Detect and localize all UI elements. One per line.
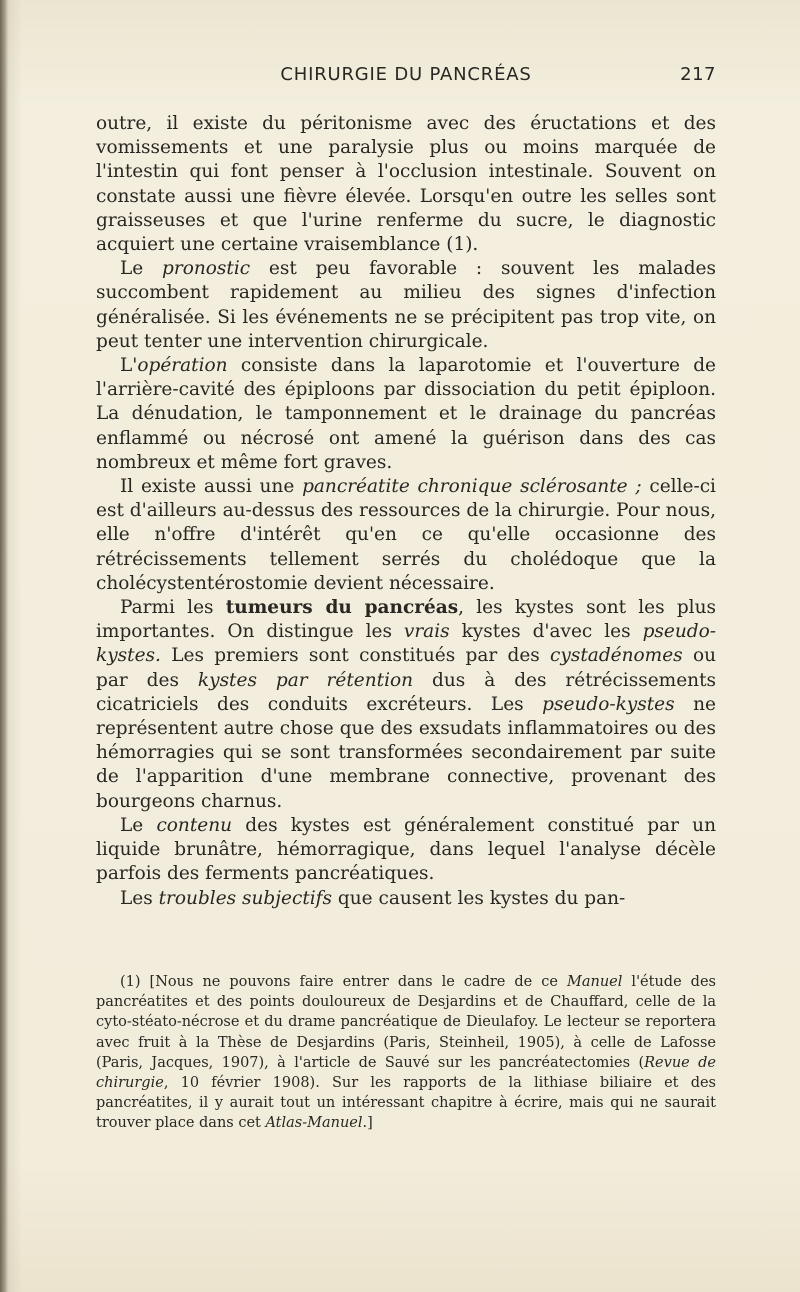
text-run: Le (120, 258, 163, 280)
text-run: L' (120, 355, 138, 377)
running-title: CHIRURGIE DU PANCRÉAS (280, 64, 532, 85)
paragraph (96, 887, 716, 911)
text-run: , 10 février 1908). Sur les rapports de la lithiase biliaire et des pancréatites, il y aurait tout un intéressant chapitre à écrire, mais qui ne saurait trouver place dans cet (96, 1075, 716, 1132)
text-run: ne représentent autre chose que des exsudats inflammatoires ou des hémorragies qui se sont transformées secondairement par suite de l'apparition d'une membrane connective, provenant des bourgeons charnus. (96, 693, 717, 812)
italic-term: Revue de chirurgie (96, 1054, 716, 1092)
footnote-paragraph (96, 972, 716, 1134)
text-run: , les kystes sont les plus importantes. On distingue les (96, 597, 716, 643)
italic-term: contenu (156, 814, 233, 836)
text-run: Parmi les (120, 597, 226, 619)
text-run: Les premiers sont constitués par des (160, 645, 551, 667)
page-number: 217 (680, 64, 716, 85)
text-run: des kystes est généralement constitué par un liquide brunâtre, hémorragique, dans lequel l'analyse décèle parfois des ferments pancréatiques. (96, 814, 716, 885)
paragraph (96, 475, 716, 596)
text-run: .] (362, 1115, 373, 1132)
italic-term: vrais (403, 621, 450, 643)
text-run: consiste dans la laparotomie et l'ouverture de l'arrière-cavité des épiploons par dissociation du petit épiploon. La dénudation, le tamponnement et le drainage du pancréas enflammé ou nécrosé ont amené la guérison dans des cas nombreux et même fort graves. (96, 355, 716, 473)
text-run: Le (120, 814, 157, 836)
italic-term: pronostic (162, 258, 251, 280)
text-run: dus à des rétrécissements cicatriciels des conduits excréteurs. Les (96, 669, 716, 715)
text-run: est peu favorable : souvent les malades succombent rapidement au milieu des signes d'infection généralisée. Si les événements ne se précipitent pas trop vite, on peut tenter une intervention chirurgicale. (96, 258, 716, 352)
italic-term: opération (137, 355, 228, 377)
italic-term: troubles subjectifs (158, 887, 333, 909)
body-text (96, 112, 716, 911)
text-run: (1) [Nous ne pouvons faire entrer dans le cadre de ce (120, 974, 568, 990)
text-run: Les (120, 887, 159, 909)
italic-term: pancréatite chronique sclérosante ; (302, 476, 642, 498)
text-run: celle-ci est d'ailleurs au-dessus des ressources de la chirurgie. Pour nous, elle n'offre d'intérêt qu'en ce qu'elle occasionne des rétrécissements tellement serrés du cholédoque que la cholécystentérostomie devient nécessaire. (96, 476, 716, 594)
text-run: Il existe aussi une (120, 476, 303, 498)
footnote (96, 972, 716, 1134)
text-run: kystes d'avec les (449, 621, 643, 643)
italic-term: cystadénomes (550, 645, 683, 667)
paragraph (96, 596, 716, 814)
italic-term: Manuel (567, 974, 623, 990)
bold-term: tumeurs du pancréas (225, 597, 459, 619)
paragraph (96, 257, 716, 354)
text-run: l'étude des pancréatites et des points douloureux de Desjardins et de Chauffard, celle de la cyto-stéato-nécrose et du drame pancréatique de Dieulafoy. Le lecteur se reportera avec fruit à la Thèse de Desjardins (Paris, Steinheil, 1905), à celle de Lafosse (Paris, Jacques, 1907), à l'article de Sauvé sur les pancréatectomies ( (96, 974, 716, 1071)
page-binding-shadow (0, 0, 8, 1292)
italic-term: pseudo-kystes. (96, 621, 716, 667)
text-run: que causent les kystes du pan- (332, 887, 626, 909)
paragraph (96, 814, 716, 887)
italic-term: kystes par rétention (197, 669, 414, 691)
paragraph (96, 354, 716, 475)
italic-term: Atlas-Manuel (265, 1115, 363, 1132)
text-run: ou par des (96, 645, 716, 691)
page-header (96, 64, 716, 94)
italic-term: pseudo-kystes (542, 693, 675, 715)
paragraph: outre, il existe du péritonisme avec des éructations et des vomissements et une paralysie plus ou moins marquée de l'intestin qui font penser à l'occlusion intestinale. Souvent on constate aussi une fièvre élevée. Lorsqu'en outre les selles sont graisseuses et que l'urine renferme du sucre, le diagnostic acquiert une certaine vraisemblance (1). (96, 113, 716, 256)
